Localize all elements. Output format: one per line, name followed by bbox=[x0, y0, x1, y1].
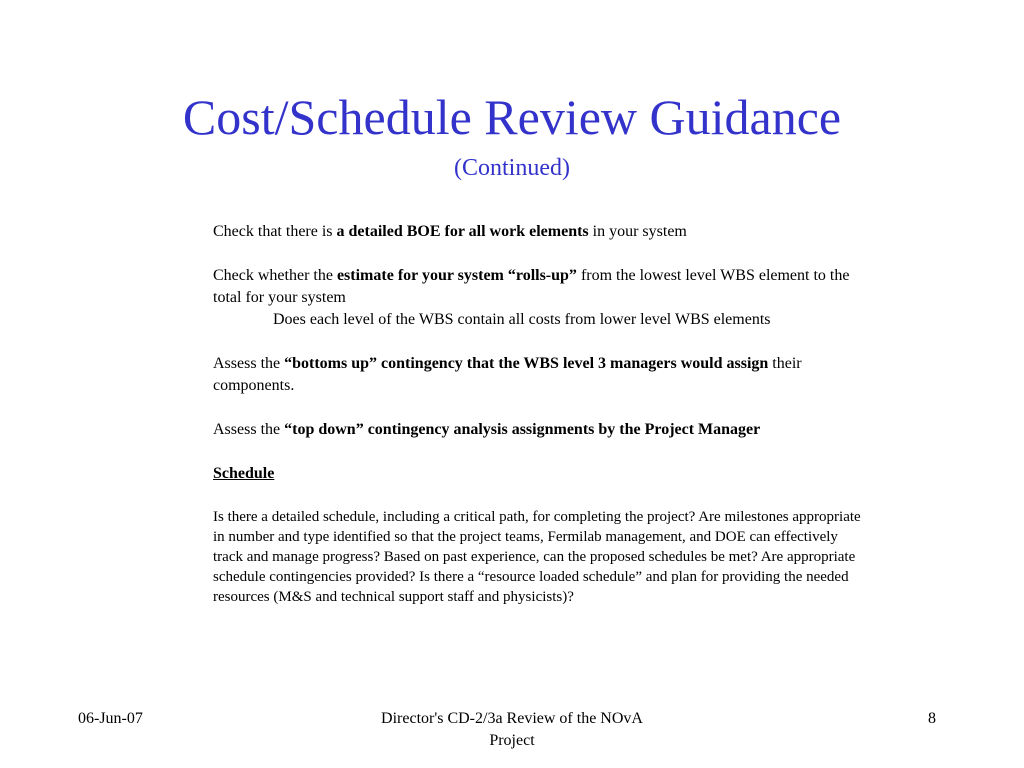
top-down-item: Assess the “top down” contingency analysis assignments by the Project Manager bbox=[213, 421, 761, 438]
bottoms-up-item: Assess the “bottoms up” contingency that the WBS level 3 managers would assign their components. bbox=[213, 355, 802, 394]
slide-subtitle: (Continued) bbox=[454, 155, 570, 181]
top-down-emphasis: “top down” contingency analysis assignments by the Project Manager bbox=[284, 421, 761, 438]
slide-title: Cost/Schedule Review Guidance bbox=[182, 89, 842, 145]
rolls-up-subitem: Does each level of the WBS contain all costs from lower level WBS elements bbox=[273, 311, 771, 328]
footer-page-number: 8 bbox=[928, 710, 936, 727]
schedule-heading: Schedule bbox=[213, 465, 275, 482]
check-boe-emphasis: a detailed BOE for all work elements bbox=[336, 223, 589, 240]
rolls-up-item: Check whether the estimate for your system “rolls-up” from the lowest level WBS element to the total for your system bbox=[213, 267, 850, 306]
schedule-text: Is there a detailed schedule, including a critical path, for completing the project? Are milestones appropriate in number and type identified so that the project teams, Fermilab management, and DOE can effectively track and manage progress? Based on past experience, can the proposed schedules be met? Are appropriate schedule contingencies provided? Is there a “resource loaded schedule” and plan for providing the needed resources (M&S and technical support staff and physicists)? bbox=[213, 509, 861, 605]
footer-date: 06-Jun-07 bbox=[78, 710, 143, 727]
bottoms-up-emphasis: “bottoms up” contingency that the WBS level 3 managers would assign bbox=[284, 355, 769, 372]
slide-body bbox=[213, 221, 868, 607]
footer-review-title: Director's CD-2/3a Review of the NOvA Project bbox=[381, 710, 643, 749]
check-boe-item: Check that there is a detailed BOE for all work elements in your system bbox=[213, 223, 687, 240]
rolls-up-emphasis: estimate for your system “rolls-up” bbox=[336, 267, 577, 284]
